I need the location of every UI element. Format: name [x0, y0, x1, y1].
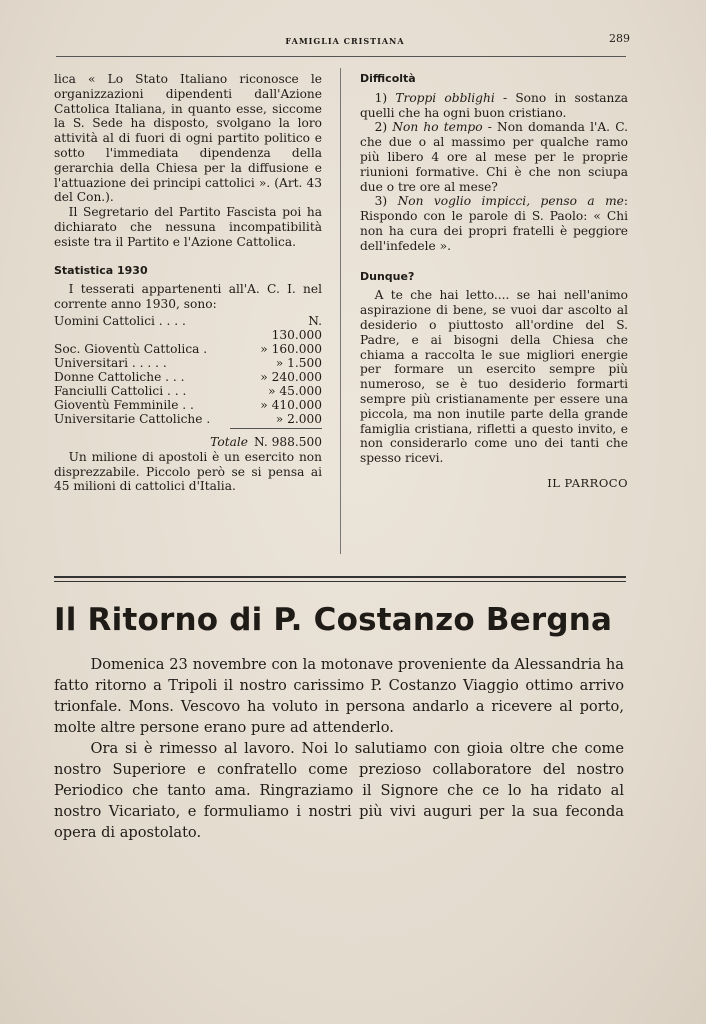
- statistics-intro: I tesserati appartenenti all'A. C. I. nel corrente anno 1930, sono:: [54, 282, 322, 312]
- article-paragraph: Domenica 23 novembre con la motonave proveniente da Alessandria ha fatto ritorno a Tripoli il nostro carissimo P. Costanzo Viaggio ottimo arrivo trionfale. Mons. Vescovo ha voluto in persona andarlo a ricevere al porto, molte altre persone erano pure ad attenderlo.: [54, 656, 624, 736]
- conclusion-heading: Dunque?: [360, 269, 415, 283]
- intro-paragraph: lica « Lo Stato Italiano riconosce le organizzazioni dipendenti dall'Azione Cattolica Italiana, in quanto esse, siccome la S. Sede ha disposto, svolgano la loro attività al di fuori di ogni partito politico e sotto l'immediata dipendenza della gerarchia della Chiesa per la diffusione e l'attuazione dei principi cattolici ». (Art. 43 del Con.).: [54, 72, 322, 205]
- total-label: Totale: [210, 434, 248, 449]
- statistics-row-value: » 45.000: [268, 383, 322, 398]
- statistics-row-value: » 160.000: [260, 341, 322, 356]
- running-head: FAMIGLIA CRISTIANA: [285, 36, 405, 46]
- statistics-row-label: Gioventù Femminile . .: [54, 397, 194, 412]
- conclusion-text: A te che hai letto.... se hai nell'animo aspirazione di bene, se vuoi dar ascolto al desiderio o piuttosto all'ordine del S. Padre, e ai bisogni della Chiesa che chiama a raccolta le sue migliori energie per formare un esercito sempre più numeroso, se è tuo desiderio formarti sempre più cristianamente per essere una piccola, ma non inutile parte della grande famiglia cristiana, rifletti a questo invito, e non considerarlo come uno dei tanti che spesso ricevi.: [360, 288, 628, 466]
- difficulty-number: 1): [374, 90, 396, 105]
- difficulty-text: - Sono in sostanza quelli che ha ogni buon cristiano.: [360, 90, 628, 120]
- statistics-row-label: Universitarie Cattoliche .: [54, 411, 211, 426]
- left-column: [54, 72, 322, 494]
- difficulties-heading: Difficoltà: [360, 72, 416, 85]
- statistics-row: [54, 398, 322, 412]
- statistics-closing: Un milione di apostoli è un esercito non disprezzabile. Piccolo però se si pensa ai 45 milioni di cattolici d'Italia.: [54, 449, 322, 494]
- statistics-row: [54, 314, 322, 342]
- difficulty-text: - Non domanda l'A. C. che due o al massimo per qualche ramo più libero 4 ore al mese per le proprie riunioni formative. Chi è che non sciupa due o tre ore al mese?: [360, 120, 629, 194]
- statistics-heading: Statistica 1930: [54, 263, 148, 277]
- article-paragraph: Ora si è rimesso al lavoro. Noi lo salutiamo con gioia oltre che come nostro Superiore e confratello come prezioso collaboratore del nostro Periodico che tanto ama. Ringraziamo il Signore che ce lo ha ridato al nostro Vicariato, e formuliamo i nostri più vivi auguri per la sua feconda opera di apostolato.: [54, 740, 624, 841]
- statistics-table: [54, 314, 322, 450]
- header-rule: [56, 56, 626, 57]
- article-body: [54, 654, 624, 843]
- statistics-row-label: Donne Cattoliche . . .: [54, 369, 185, 384]
- article-title: Il Ritorno di P. Costanzo Bergna: [54, 602, 613, 638]
- difficulty-item: [360, 120, 628, 194]
- signature: IL PARROCO: [547, 475, 628, 490]
- statistics-row-label: Fanciulli Cattolici . . .: [54, 383, 187, 398]
- column-divider: [340, 68, 341, 554]
- section-double-rule: [54, 576, 626, 582]
- statistics-row-value: » 2.000: [275, 411, 322, 426]
- difficulty-title: Non ho tempo: [392, 120, 483, 135]
- statistics-row-value: » 1.500: [275, 355, 322, 370]
- total-value: N. 988.500: [253, 434, 322, 449]
- statistics-row-value: » 410.000: [260, 397, 322, 412]
- statistics-row-value: N. 130.000: [271, 313, 322, 342]
- difficulty-number: 3): [374, 194, 398, 209]
- statistics-row-label: Soc. Gioventù Cattolica .: [54, 341, 208, 356]
- statistics-row-value: » 240.000: [260, 369, 322, 384]
- statistics-row-label: Uomini Cattolici . . . .: [54, 313, 186, 328]
- statistics-row: [54, 384, 322, 398]
- statistics-row: [54, 342, 322, 356]
- page-number: 289: [609, 32, 630, 45]
- difficulty-number: 2): [374, 120, 393, 135]
- difficulty-item: [360, 194, 628, 253]
- statistics-row-label: Universitari . . . . .: [54, 355, 167, 370]
- difficulty-title: Non voglio impicci, penso a me: [397, 194, 624, 209]
- statistics-row: [54, 370, 322, 384]
- statistics-total: [54, 435, 322, 450]
- right-column: [360, 72, 628, 491]
- statistics-row: [54, 356, 322, 370]
- difficulty-item: [360, 91, 628, 121]
- statistics-row: [54, 412, 322, 426]
- total-rule: [230, 428, 322, 429]
- difficulty-title: Troppi obblighi: [395, 90, 495, 105]
- intro-paragraph: Il Segretario del Partito Fascista poi ha dichiarato che nessuna incompatibilità esiste tra il Partito e l'Azione Cattolica.: [54, 205, 322, 249]
- difficulty-text: : Rispondo con le parole di S. Paolo: « Chi non ha cura dei propri fratelli è peggiore dell'infedele ».: [360, 194, 629, 253]
